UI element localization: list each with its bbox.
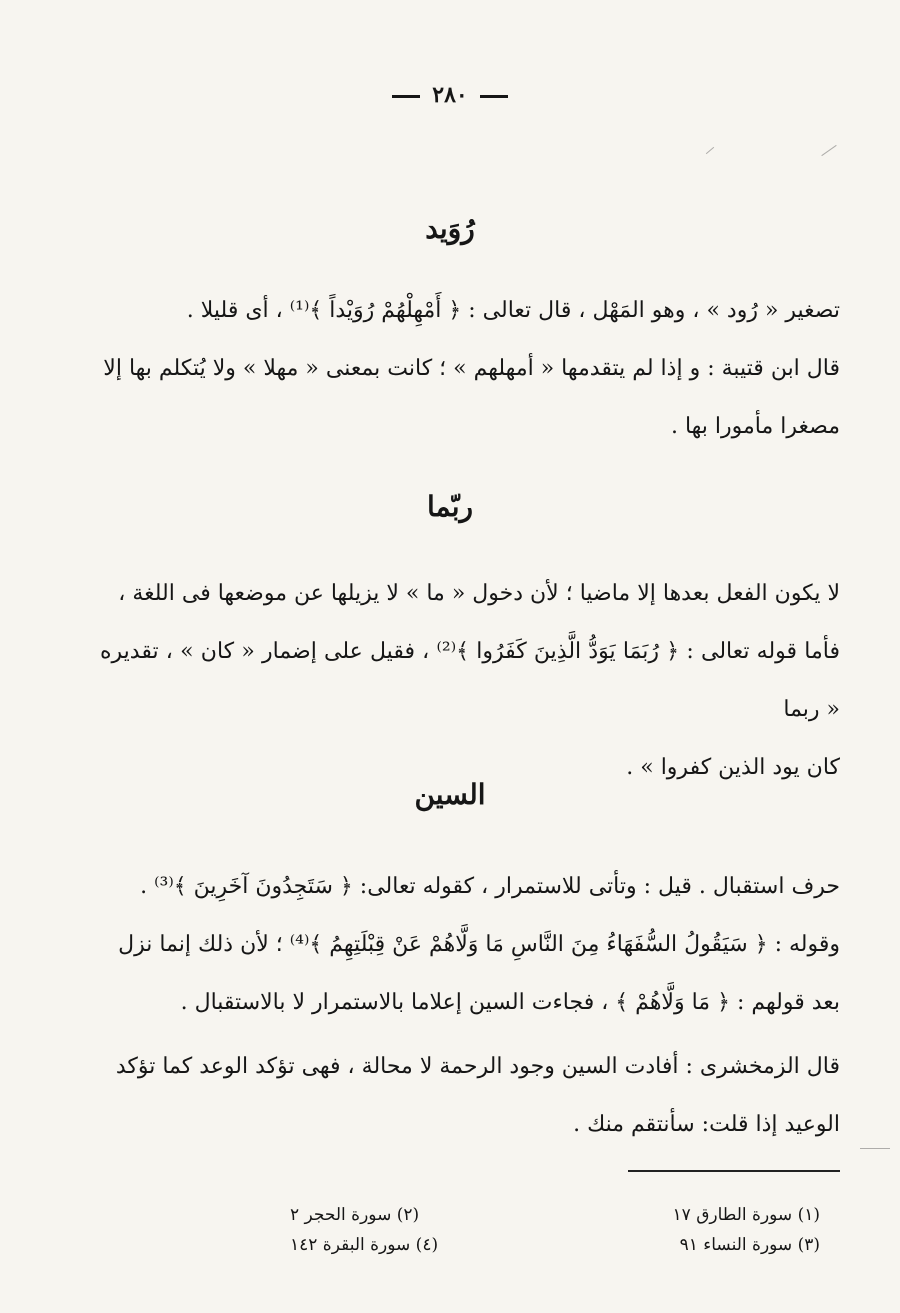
footnote-row [290, 1200, 820, 1230]
section-body-rubbama [100, 565, 840, 797]
scan-speck [821, 145, 836, 156]
text-line: الوعيد إذا قلت: سأنتقم منك . [573, 1112, 840, 1137]
section-heading-ruwayd: رُوَيد [425, 212, 475, 245]
text-line: بعد قولهم : ﴿ مَا وَلَّاهُمْ ﴾ ، فجاءت السين إعلاما بالاستمرار لا بالاستقبال . [180, 990, 840, 1015]
page-number [0, 82, 900, 108]
scan-speck [706, 147, 714, 154]
section-body-ruwayd [100, 282, 840, 456]
text-line: قال الزمخشرى : أفادت السين وجود الرحمة لا محالة ، فهى تؤكد الوعد كما تؤكد [115, 1054, 840, 1079]
section-heading-rubbama: ربّما [426, 490, 474, 523]
footnote-2: (٢) سورة الحجر ٢ [290, 1205, 420, 1225]
section-body-al-seen [100, 858, 840, 1032]
footnote-3: (٣) سورة النساء ٩١ [679, 1235, 820, 1255]
footnote-1: (١) سورة الطارق ١٧ [672, 1205, 820, 1225]
text-line: فأما قوله تعالى : ﴿ رُبَمَا يَوَدُّ الَّذِينَ كَفَرُوا ﴾⁽²⁾ ، فقيل على إضمار « كان » ، تقديره « ربما [100, 639, 840, 722]
text-line: حرف استقبال . قيل : وتأتى للاستمرار ، كقوله تعالى: ﴿ سَتَجِدُونَ آخَرِينَ ﴾⁽³⁾ . [140, 874, 840, 899]
footnotes [290, 1200, 820, 1260]
text-line: قال ابن قتيبة : و إذا لم يتقدمها « أمهلهم » ؛ كانت بمعنى « مهلا » ولا يُتكلم بها إلا [103, 356, 840, 381]
page-number-text: ٢٨٠ [432, 82, 468, 108]
page-number-dash-left [392, 95, 420, 98]
text-line: تصغير « رُود » ، وهو المَهْل ، قال تعالى : ﴿ أَمْهِلْهُمْ رُوَيْداً ﴾⁽¹⁾ ، أى قليلا . [186, 298, 840, 323]
text-line: مصغرا مأمورا بها . [670, 414, 840, 439]
footnote-divider [628, 1170, 840, 1172]
section-heading-al-seen: السين [414, 778, 486, 811]
text-line: لا يكون الفعل بعدها إلا ماضيا ؛ لأن دخول « ما » لا يزيلها عن موضعها فى اللغة ، [118, 581, 840, 606]
section-body-al-seen-zamakhshari [100, 1038, 840, 1154]
scan-speck [860, 1148, 890, 1149]
page-number-dash-right [480, 95, 508, 98]
footnote-4: (٤) سورة البقرة ١٤٢ [290, 1235, 439, 1255]
footnote-row [290, 1230, 820, 1260]
text-line: وقوله : ﴿ سَيَقُولُ السُّفَهَاءُ مِنَ النَّاسِ مَا وَلَّاهُمْ عَنْ قِبْلَتِهِمُ ﴾⁽⁴⁾ ؛ لأن ذلك إنما نزل [118, 932, 840, 957]
text-line: كان يود الذين كفروا » . [626, 755, 840, 780]
